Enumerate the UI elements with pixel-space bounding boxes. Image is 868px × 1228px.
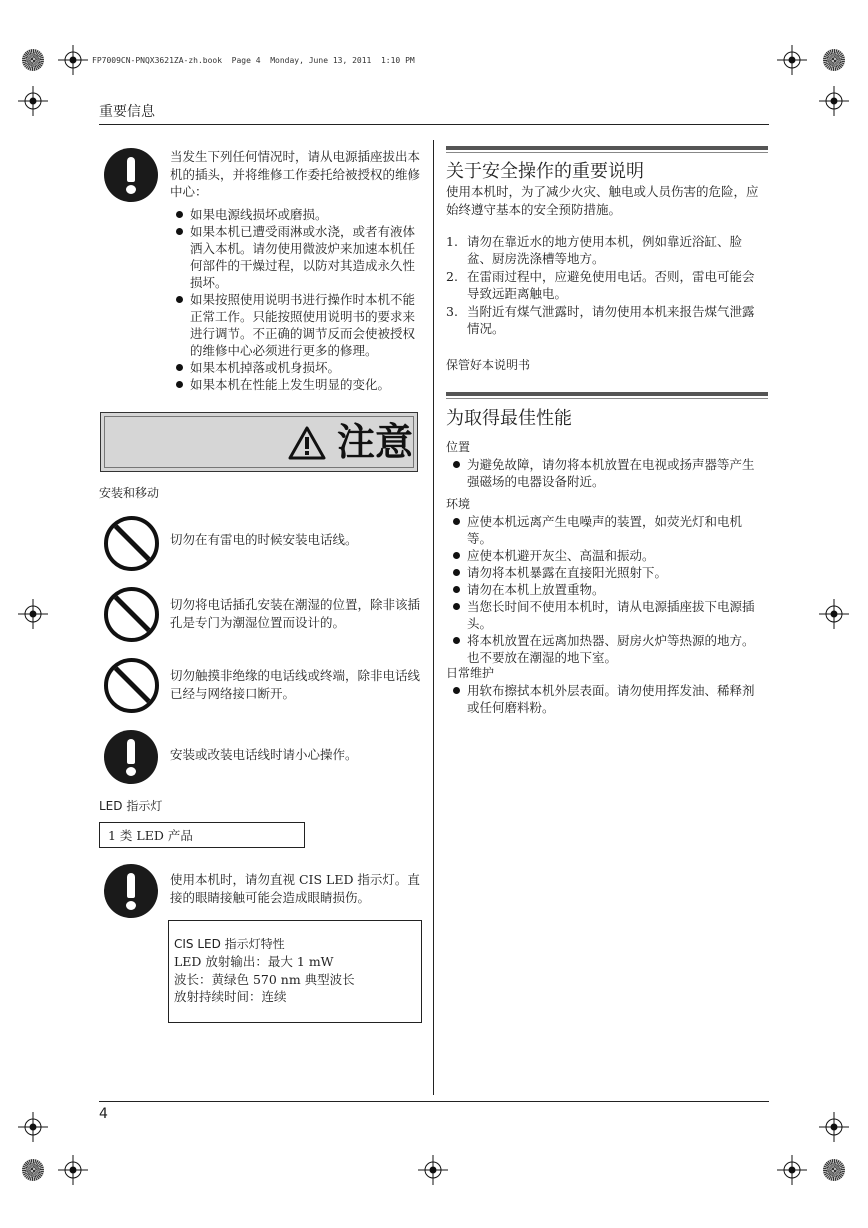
section-title: 重要信息 (99, 104, 155, 120)
maint-heading: 日常维护 (446, 666, 495, 680)
column-divider (433, 140, 434, 1095)
install-item: 切勿将电话插孔安装在潮湿的位置，除非该插孔是专门为潮湿位置而设计的。 (170, 597, 421, 630)
warning-list (172, 206, 422, 393)
list-item: 将本机放置在远离加热器、厨房火炉等热源的地方。也不要放在潮湿的地下室。 (449, 632, 759, 666)
list-item: 如果本机在性能上发生明显的变化。 (172, 376, 422, 393)
prohibition-icon (104, 587, 159, 642)
install-item: 切勿在有雷电的时候安装电话线。 (170, 532, 358, 547)
footer-rule (99, 1101, 769, 1102)
color-rosette-icon (823, 1159, 845, 1181)
registration-mark-icon (819, 599, 849, 629)
install-heading: 安装和移动 (99, 486, 160, 500)
location-list (449, 456, 759, 490)
safety-intro: 使用本机时，为了减少火灾、触电或人员伤害的危险，应始终遵守基本的安全预防措施。 (446, 184, 759, 217)
prohibition-icon (104, 516, 159, 571)
install-item: 安装或改装电话线时请小心操作。 (170, 747, 358, 762)
keep-manual: 保管好本说明书 (446, 358, 531, 372)
page-number: 4 (99, 1106, 108, 1122)
list-item: 如果电源线损坏或磨损。 (172, 206, 422, 223)
exclamation-warning-icon (104, 148, 158, 202)
file-info: FP7009CN-PNQX3621ZA-zh.book Page 4 Monday, June 13, 2011 1:10 PM (92, 56, 415, 65)
led-spec-line: LED 放射输出：最大 1 mW (174, 954, 334, 969)
heading-rule (446, 146, 768, 150)
warning-triangle-icon (287, 425, 327, 461)
list-item: 3. 当附近有煤气泄露时，请勿使用本机来报告煤气泄露情况。 (446, 304, 755, 336)
list-item: 2. 在雷雨过程中，应避免使用电话。否则，雷电可能会导致远距离触电。 (446, 269, 755, 301)
exclamation-warning-icon (104, 864, 158, 918)
led-spec-title: CIS LED 指示灯特性 (174, 937, 285, 951)
list-item: 应使本机避开灰尘、高温和振动。 (449, 547, 759, 564)
led-warning: 使用本机时，请勿直视 CIS LED 指示灯。直接的眼睛接触可能会造成眼睛损伤。 (170, 872, 420, 905)
list-item: 应使本机远离产生电噪声的装置，如荧光灯和电机等。 (449, 513, 759, 547)
registration-mark-icon (777, 45, 807, 75)
exclamation-warning-icon (104, 730, 158, 784)
env-heading: 环境 (446, 497, 471, 511)
prohibition-icon (104, 658, 159, 713)
list-item: 如果本机掉落或机身损坏。 (172, 359, 422, 376)
perf-title: 为取得最佳性能 (446, 408, 572, 429)
caution-banner (100, 412, 418, 472)
led-spec-line: 波长：黄绿色 570 nm 典型波长 (174, 971, 355, 987)
heading-rule (446, 152, 768, 153)
led-spec-line: 放射持续时间：连续 (174, 989, 287, 1004)
list-item: 如果本机已遭受雨淋或水浇，或者有液体洒入本机。请勿使用微波炉来加速本机任何部件的干燥过程，以防对其造成永久性损坏。 (172, 223, 422, 291)
env-list (449, 513, 759, 666)
list-item: 用软布擦拭本机外层表面。请勿使用挥发油、稀释剂或任何磨料粉。 (449, 682, 759, 716)
registration-mark-icon (418, 1155, 448, 1185)
list-item: 为避免故障，请勿将本机放置在电视或扬声器等产生强磁场的电器设备附近。 (449, 456, 759, 490)
list-item: 请勿将本机暴露在直接阳光照射下。 (449, 564, 759, 581)
registration-mark-icon (18, 599, 48, 629)
safety-list (446, 233, 758, 338)
led-spec-box (168, 920, 422, 1023)
color-rosette-icon (22, 1159, 44, 1181)
registration-mark-icon (819, 1112, 849, 1142)
maint-list (449, 682, 759, 716)
heading-rule (446, 398, 768, 399)
color-rosette-icon (22, 49, 44, 71)
led-heading: LED 指示灯 (99, 799, 163, 813)
list-item: 请勿在本机上放置重物。 (449, 581, 759, 598)
led-class-box: 1 类 LED 产品 (99, 822, 305, 848)
safety-title: 关于安全操作的重要说明 (446, 161, 644, 182)
header-rule (99, 124, 769, 125)
list-item: 当您长时间不使用本机时，请从电源插座拔下电源插头。 (449, 598, 759, 632)
registration-mark-icon (18, 1112, 48, 1142)
registration-mark-icon (58, 45, 88, 75)
warning-intro: 当发生下列任何情况时，请从电源插座拔出本机的插头，并将维修工作委托给被授权的维修中心： (170, 149, 421, 199)
registration-mark-icon (58, 1155, 88, 1185)
caution-label: 注意 (337, 420, 414, 464)
list-item: 如果按照使用说明书进行操作时本机不能正常工作。只能按照使用说明书的要求来进行调节。不正确的调节反而会使被授权的维修中心必须进行更多的修理。 (172, 291, 422, 359)
install-item: 切勿触摸非绝缘的电话线或终端，除非电话线已经与网络接口断开。 (170, 668, 421, 701)
registration-mark-icon (18, 86, 48, 116)
heading-rule (446, 392, 768, 396)
registration-mark-icon (819, 86, 849, 116)
location-heading: 位置 (446, 440, 471, 454)
registration-mark-icon (777, 1155, 807, 1185)
color-rosette-icon (823, 49, 845, 71)
list-item: 1. 请勿在靠近水的地方使用本机，例如靠近浴缸、脸盆、厨房洗涤槽等地方。 (446, 234, 743, 266)
